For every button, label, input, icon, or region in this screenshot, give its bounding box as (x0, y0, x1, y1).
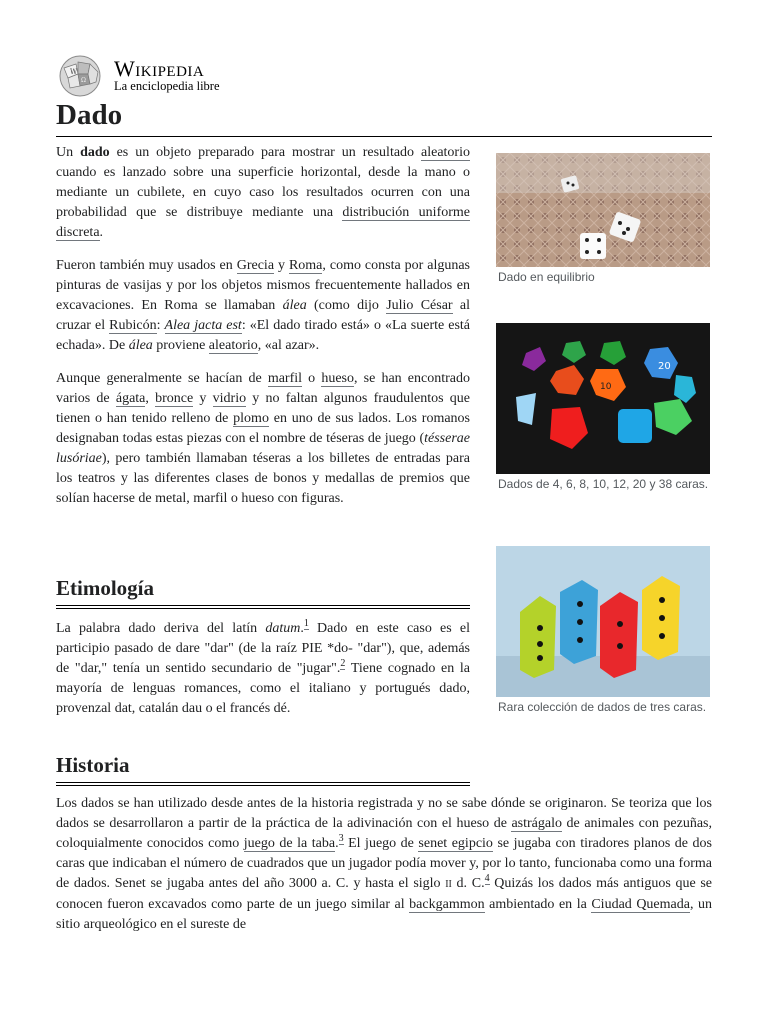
text-run: en uno de sus lados. Los romanos designaban todas estas piezas con el nombre de téseras de juego ( (56, 411, 470, 446)
reference-link[interactable]: 3 (338, 833, 344, 845)
article-link[interactable]: hueso (321, 371, 354, 386)
article-link[interactable]: senet egipcio (418, 836, 493, 851)
article-link[interactable]: aleatorio (208, 338, 258, 353)
article-link[interactable]: Grecia (236, 258, 275, 273)
text-run: , «al azar». (257, 338, 320, 353)
page-title: Dado (56, 96, 712, 137)
figure-dados-tres-caras (496, 546, 710, 715)
text-run: ambientado en la (484, 897, 592, 912)
text-run: Un (56, 145, 81, 160)
three-sided-dice-image[interactable] (496, 546, 710, 697)
text-run: Quizás los dados más antiguos que se conocen fueron excavados como parte de un juego similar al (56, 876, 712, 912)
text-run: al cruzar el (56, 298, 471, 333)
text-run: Tiene cognado en la mayoría de lenguas romances, como el italiano y portugués dado, provenzal dat, catalán dau o el francés dé. (56, 661, 470, 716)
text-run: II (445, 879, 452, 890)
paragraph (56, 619, 470, 719)
article-link[interactable]: distribución uniforme discreta (56, 205, 470, 240)
figure-caption: Dados de 4, 6, 8, 10, 12, 20 y 38 caras. (498, 477, 709, 491)
text-run: ), pero también llamaban téseras a los billetes de entradas para los teatros y las diferentes clases de bonos y medallas de premios que solían hacerse de metal, marfil o hueso con figuras. (56, 451, 470, 506)
article-link[interactable]: astrágalo (511, 816, 562, 831)
paragraph (56, 143, 470, 243)
text-run: . (300, 621, 304, 636)
text-run: y (274, 258, 289, 273)
text-run: , un sitio arqueológico en el sureste de (56, 897, 712, 932)
svg-text:10: 10 (600, 382, 612, 392)
text-run: Aunque generalmente se hacían de (56, 371, 268, 386)
article-link[interactable]: ágata (115, 391, 146, 406)
text-run: La palabra dado deriva del latín (56, 621, 266, 636)
italic-text: tésserae lusóriae (56, 431, 470, 466)
text-run: (como dijo (306, 298, 387, 313)
figure-caption: Dado en equilibrio (498, 270, 595, 284)
polyhedral-dice-image[interactable] (496, 323, 710, 474)
text-run: Dado en este caso es el participio pasado de dare "dar" (de la raíz PIE *do- "dar"), que, además de "dar," tenía un sentido secundario de "jugar". (56, 621, 470, 676)
paragraph (56, 256, 470, 356)
article-link[interactable]: backgammon (409, 897, 485, 912)
wikipedia-globe-logo[interactable] (56, 54, 104, 98)
article-link[interactable]: marfil (267, 371, 303, 386)
text-run: , se han encontrado varios de (56, 371, 470, 406)
text-run: , como consta por algunas pinturas de vasijas y por los objetos mismos frecuentemente hallados en excavaciones. En Roma se llamaban (56, 258, 471, 313)
article-link[interactable]: vidrio (212, 391, 247, 406)
figure-caption: Rara colección de dados de tres caras. (498, 700, 707, 714)
article-link[interactable]: Julio César (386, 298, 453, 313)
article-link[interactable]: plomo (233, 411, 269, 426)
article-link[interactable]: Roma (288, 258, 323, 273)
site-header (56, 54, 716, 98)
text-run: : «El dado tirado está» o «La suerte está echada». De (56, 318, 471, 353)
text-run: Los dados se han utilizado desde antes de la historia registrada y no se sabe dónde se originaron. Se teoriza que los dados se desarrollaron a partir de la práctica de la adivinación con el hueso de (56, 796, 712, 831)
italic-text: álea (128, 338, 153, 353)
text-run: y (193, 391, 213, 406)
article-link[interactable]: juego de la taba (243, 836, 336, 851)
reference-link[interactable]: 4 (484, 873, 490, 885)
reference-link[interactable]: 1 (303, 618, 309, 630)
text-run: . (335, 836, 339, 851)
article-link[interactable]: Alea jacta est (164, 318, 242, 333)
text-run: cuando es lanzado sobre una superficie horizontal, desde la mano o mediante un cubilete, en cuyo caso los resultados ocurren con una probabilidad que se distribuye mediante una (56, 165, 470, 220)
text-run: , (145, 391, 156, 406)
text-run: El juego de (343, 836, 419, 851)
bold-term: dado (80, 145, 110, 160)
svg-text:W: W (70, 68, 78, 76)
svg-text:Ω: Ω (81, 77, 86, 84)
text-run: de animales con pezuñas, coloquialmente conocidos como (56, 816, 712, 851)
article-link[interactable]: Ciudad Quemada (591, 897, 690, 912)
paragraph (56, 369, 470, 509)
etimologia-section (56, 619, 470, 719)
article-link[interactable]: aleatorio (421, 145, 470, 160)
svg-text:20: 20 (658, 361, 671, 372)
paragraph (56, 794, 712, 935)
dice-balance-image[interactable] (496, 153, 710, 267)
intro-section (56, 143, 470, 509)
text-run: Fueron también muy usados en (56, 258, 237, 273)
text-run: o (302, 371, 322, 386)
italic-text: álea (282, 298, 307, 313)
text-run: es un objeto preparado para mostrar un resultado (109, 145, 421, 160)
section-heading-historia: Historia (56, 751, 470, 786)
reference-link[interactable]: 2 (340, 658, 346, 670)
section-heading-etimologia: Etimología (56, 574, 470, 609)
tagline: La enciclopedia libre (114, 79, 220, 93)
text-run: : (156, 318, 165, 333)
wordmark[interactable]: Wikipedia (114, 56, 205, 81)
historia-section (56, 794, 712, 935)
article-link[interactable]: bronce (155, 391, 194, 406)
text-run: se jugaba con tiradores planos de dos caras que indicaban el número de cuadrados que un jugador podía mover y, por lo tanto, funcionaba como una forma de dados. Senet se jugaba antes del año 3000 a. C. y hasta el siglo (56, 836, 712, 891)
text-run: d. C. (451, 876, 485, 891)
text-run: . (99, 225, 104, 240)
text-run: proviene (152, 338, 209, 353)
article-link[interactable]: Rubicón (109, 318, 157, 333)
text-run: y no faltan algunos fraudulentos que tienen o han tenido relleno de (56, 391, 470, 426)
italic-text: datum (265, 621, 301, 636)
figure-dado-equilibrio (496, 153, 710, 285)
figure-dados-poliedricos (496, 323, 710, 492)
